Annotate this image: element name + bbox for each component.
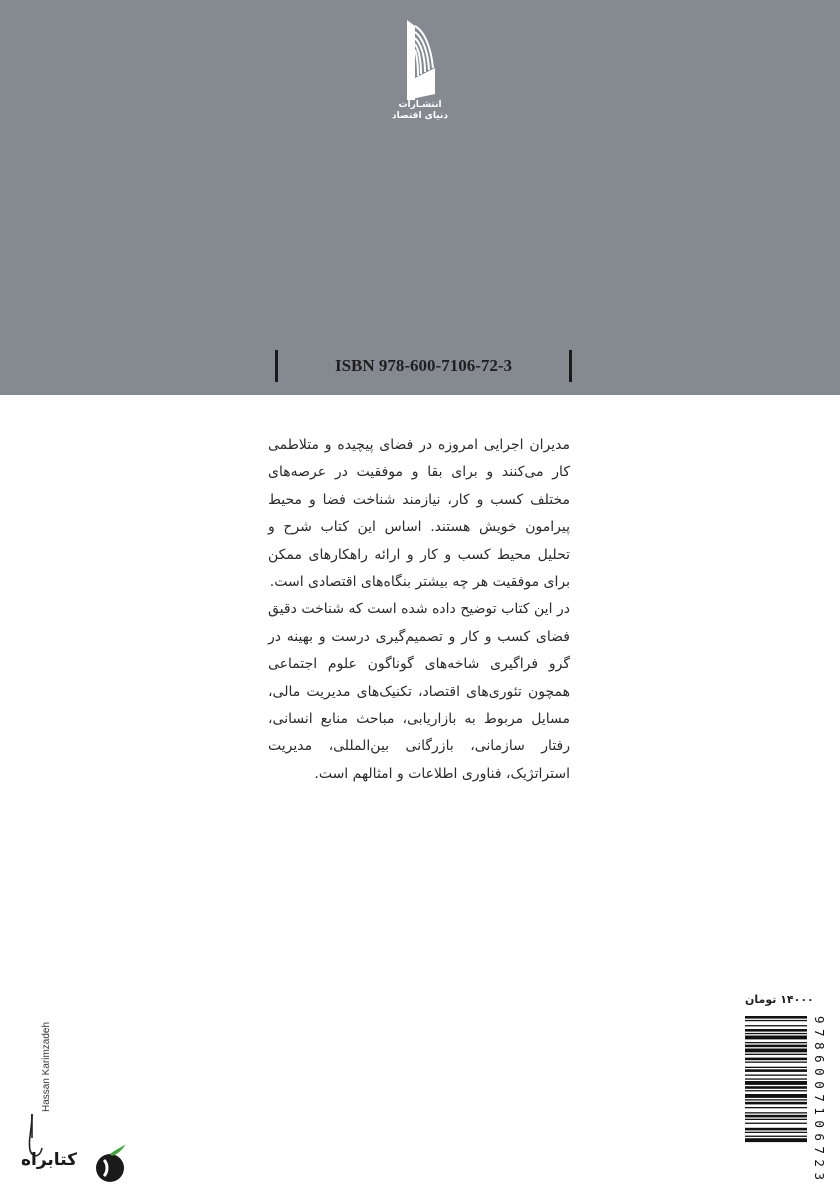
barcode-bar (745, 1086, 807, 1089)
barcode-bar (745, 1138, 807, 1142)
description-paragraph: مدیران اجرایی امروزه در فضای پیچیده و متلاطمی کار می‌کنند و برای بقا و موفقیت در عرصه‌های مختلف کسب و کار، نیازمند شناخت فضا و محیط پیرامون خویش هستند. اساس این کتاب شرح و تحلیل محیط کسب و کار و ارائه راهکارهای ممکن برای موفقیت هر چه بیشتر بنگاه‌های اقتصادی است. (268, 437, 570, 591)
barcode-bar (745, 1090, 807, 1091)
barcode-digits: 9786007106723 (812, 1016, 827, 1180)
barcode-bar (745, 1094, 807, 1098)
barcode-bar (745, 1102, 807, 1105)
description-paragraph: در این کتاب توضیح داده شده است که شناخت دقیق فضای کسب و کار و تصمیم‌گیری درست و بهینه در گرو فراگیری شاخه‌های گوناگون علوم اجتماعی همچون تئوری‌های اقتصاد، تکنیک‌های مدیریت مالی، مسایل مربوط به بازاریابی، مباحث منابع انسانی، رفتار سازمانی، بازرگانی بین‌المللی، مدیریت استراتژیک، فناوری اطلاعات و امثالهم است. (268, 601, 570, 782)
barcode-icon (745, 1012, 825, 1184)
barcode-bar (745, 1107, 807, 1108)
isbn-block (275, 350, 572, 382)
barcode-bar (745, 1123, 807, 1124)
isbn-text: ISBN 978-600-7106-72-3 (334, 356, 513, 375)
book-description (268, 432, 570, 788)
barcode-bar (745, 1054, 807, 1055)
barcode-bar (745, 1099, 807, 1100)
barcode-bar (745, 1128, 807, 1131)
barcode-bar (745, 1115, 807, 1118)
brand-name: کتابراه (20, 1150, 78, 1170)
barcode-bar (745, 1067, 807, 1068)
barcode-bar (745, 1049, 807, 1053)
barcode-bar (745, 1020, 807, 1021)
price-label: ۱۴۰۰۰ تومان (745, 993, 814, 1006)
barcode-bar (745, 1029, 807, 1032)
barcode-bar (745, 1112, 807, 1113)
barcode-bar (745, 1075, 807, 1076)
barcode-bar (745, 1036, 807, 1040)
barcode-bar (745, 1062, 807, 1063)
barcode-bar (745, 1025, 807, 1026)
barcode-bar (745, 1136, 807, 1137)
barcode-bar (745, 1033, 807, 1034)
publisher-name: انتشـارات دنیای اقتصاد (392, 100, 448, 121)
barcode-bar (745, 1081, 807, 1085)
isbn-bar-right (569, 350, 572, 382)
barcode-bar (745, 1132, 807, 1133)
barcode-bar (745, 1042, 807, 1043)
barcode-bar (745, 1069, 807, 1072)
barcode-bar (745, 1045, 807, 1048)
barcode-bar (745, 1058, 807, 1061)
designer-credit: Hassan Karimzadeh (41, 1021, 52, 1112)
barcode-bar (745, 1119, 807, 1120)
barcode-bar (745, 1078, 807, 1079)
barcode-bar (745, 1016, 807, 1019)
